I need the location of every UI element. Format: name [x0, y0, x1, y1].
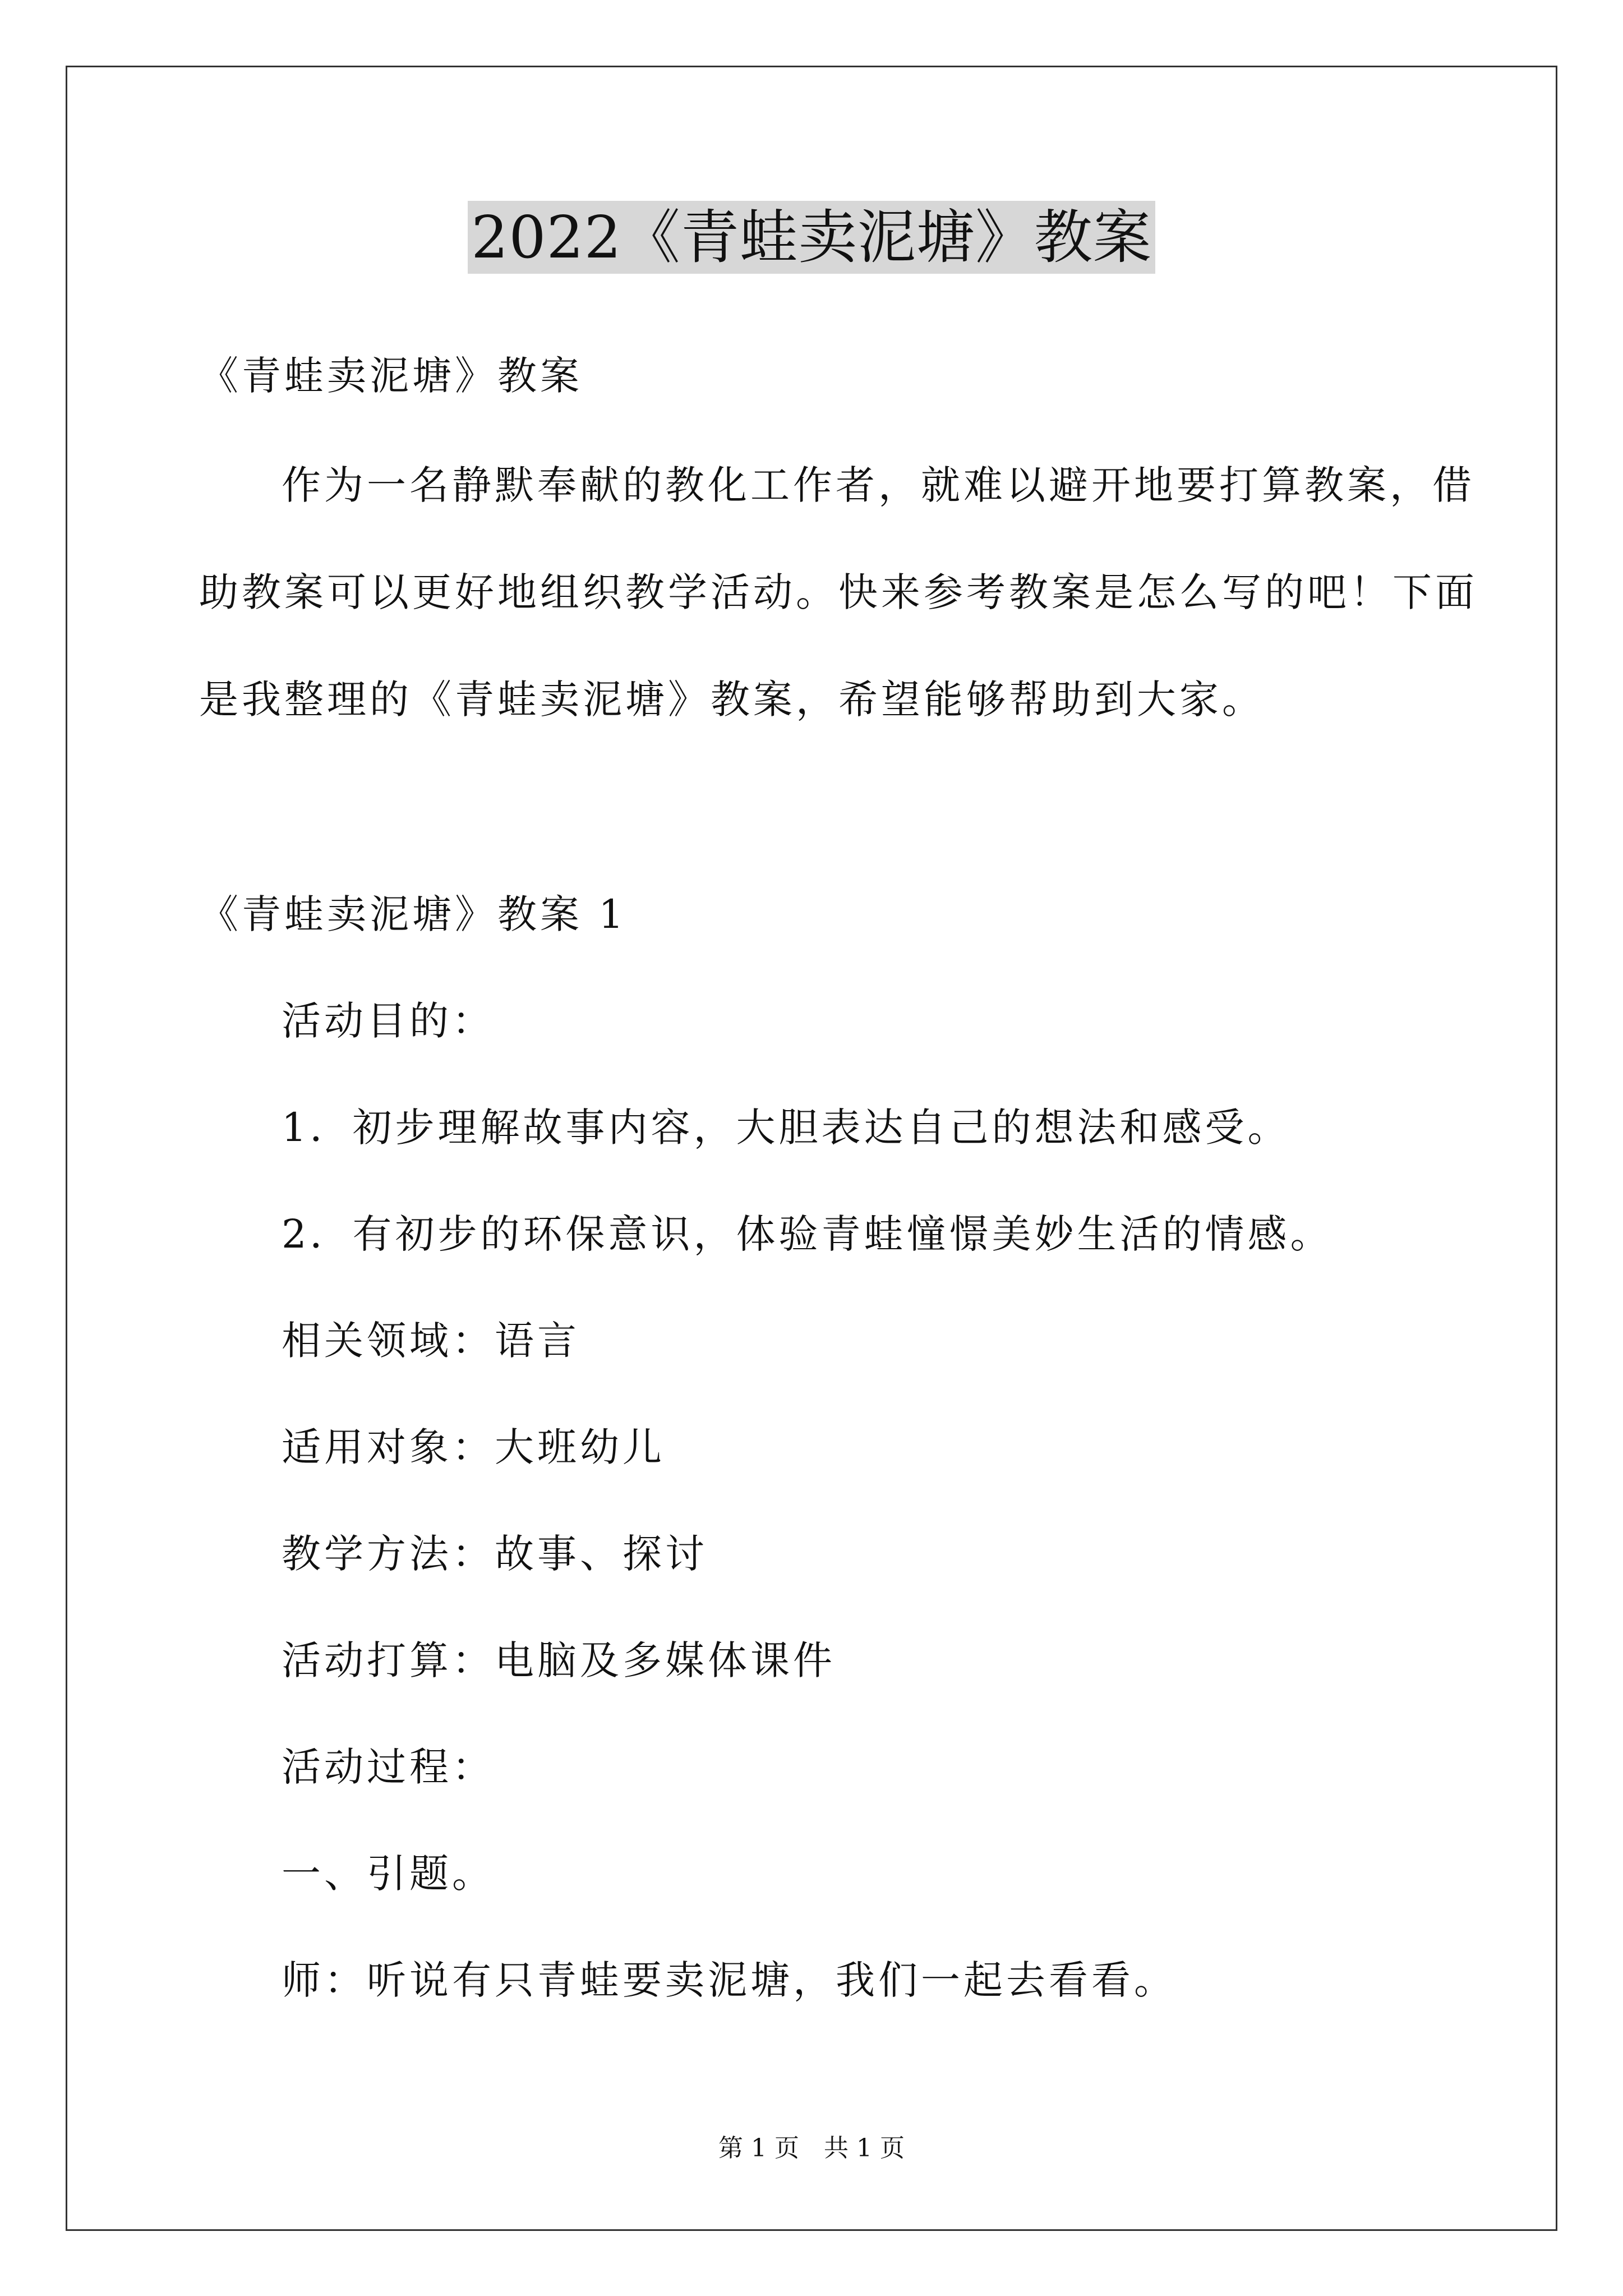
body-line-10: 师：听说有只青蛙要卖泥塘，我们一起去看看。 — [282, 1957, 1177, 2003]
body-line-6: 教学方法：故事、探讨 — [282, 1531, 708, 1577]
body-line-2: 1．初步理解故事内容，大胆表达自己的想法和感受。 — [282, 1105, 1290, 1151]
body-line-9: 一、引题。 — [282, 1851, 495, 1897]
title-container — [0, 201, 1623, 274]
body-line-7: 活动打算：电脑及多媒体课件 — [282, 1637, 836, 1683]
body-line-3: 2．有初步的环保意识，体验青蛙憧憬美妙生活的情感。 — [282, 1211, 1333, 1257]
body-line-1: 活动目的： — [282, 998, 495, 1044]
page-footer: 第 1 页 共 1 页 — [718, 2134, 905, 2162]
intro-line-3: 是我整理的《青蛙卖泥塘》教案，希望能够帮助到大家。 — [199, 677, 1265, 723]
document-title: 2022《青蛙卖泥塘》教案 — [468, 201, 1155, 274]
subtitle: 《青蛙卖泥塘》教案 — [199, 353, 583, 399]
section-heading: 《青蛙卖泥塘》教案 1 — [199, 891, 627, 937]
body-line-4: 相关领域：语言 — [282, 1318, 580, 1364]
body-line-8: 活动过程： — [282, 1744, 495, 1790]
body-line-5: 适用对象：大班幼儿 — [282, 1424, 665, 1470]
intro-line-1: 作为一名静默奉献的教化工作者，就难以避开地要打算教案，借 — [282, 462, 1475, 508]
intro-line-2: 助教案可以更好地组织教学活动。快来参考教案是怎么写的吧！下面 — [199, 569, 1478, 615]
